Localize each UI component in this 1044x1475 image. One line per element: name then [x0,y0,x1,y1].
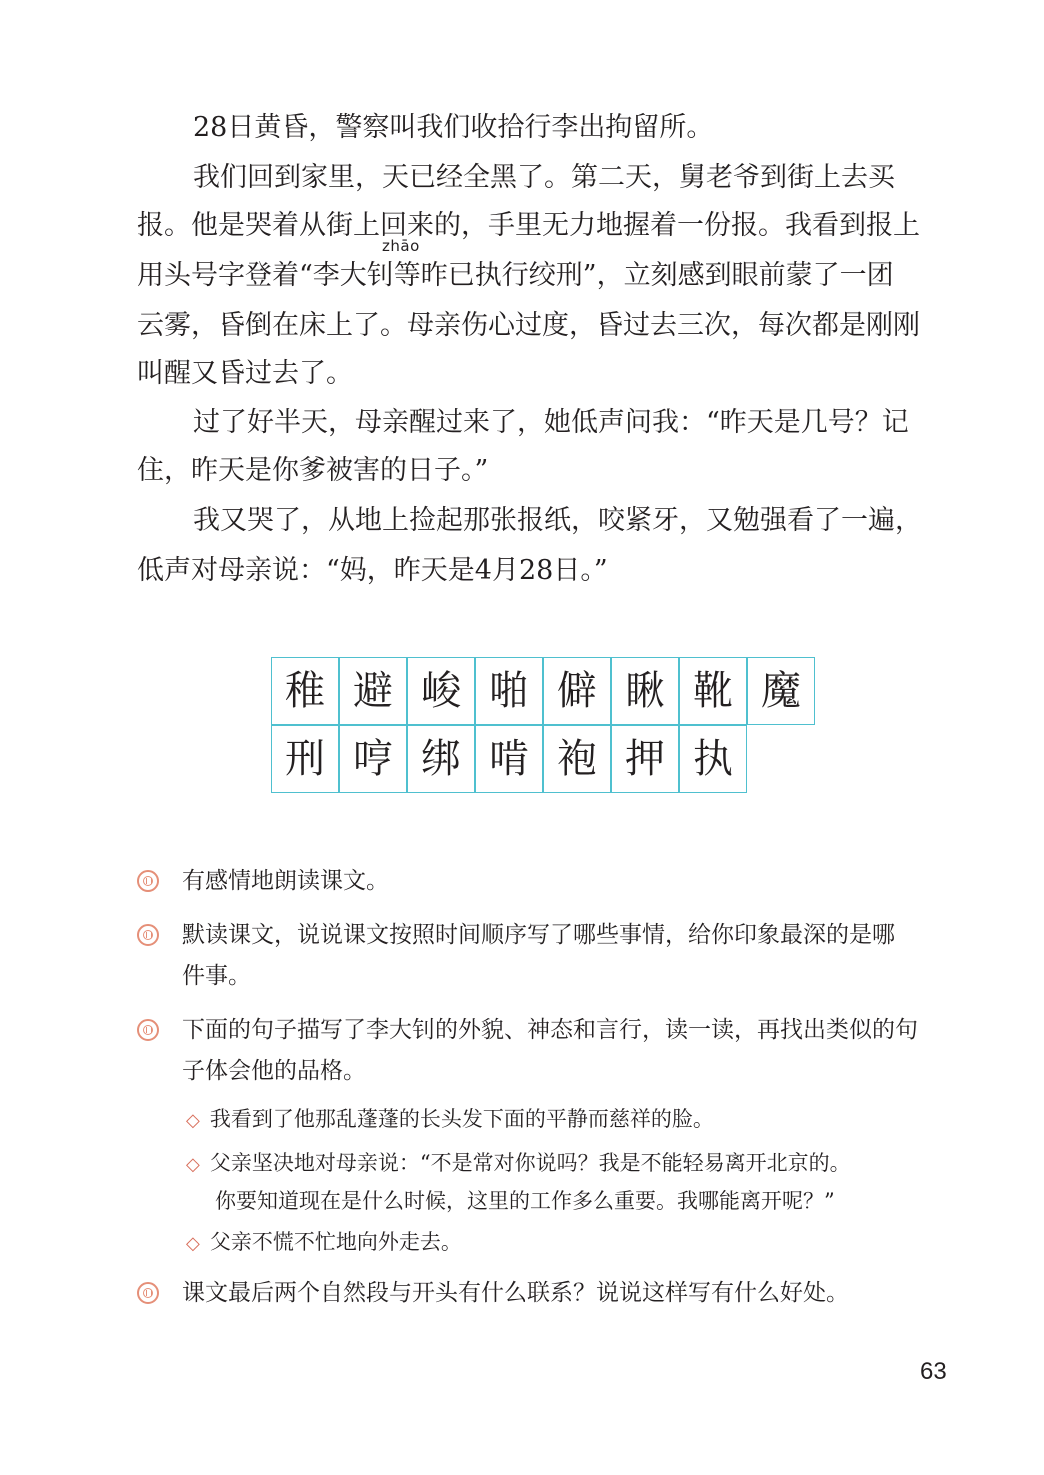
seal-icon [137,924,159,946]
grid-cell: 执 [679,725,747,793]
exercise-2-line: 件事。 [182,963,251,989]
example-sentence-2-cont: 你要知道现在是什么时候，这里的工作多么重要。我哪能离开呢？” [215,1189,835,1213]
text-line: 住，昨天是你爹被害的日子。” [137,455,489,486]
text-line: 报。他是哭着从街上回来的，手里无力地握着一份报。我看到报上 [137,210,920,241]
seal-icon [137,870,159,892]
seal-icon [137,1019,159,1041]
grid-cell: 啃 [475,725,543,793]
grid-cell: 僻 [543,657,611,725]
grid-cell: 啪 [475,657,543,725]
exercise-3-line: 子体会他的品格。 [182,1058,366,1084]
grid-cell: 避 [339,657,407,725]
diamond-bullet-icon: ◇ [186,1110,200,1131]
grid-cell: 瞅 [611,657,679,725]
text-line: 低声对母亲说：“妈，昨天是4月28日。” [137,555,608,586]
grid-cell: 峻 [407,657,475,725]
text-line: 我们回到家里，天已经全黑了。第二天，舅老爷到街上去买 [193,162,895,193]
example-sentence-2: ◇ 父亲坚决地对母亲说：“不是常对你说吗？我是不能轻易离开北京的。 [186,1151,851,1175]
seal-icon [137,1282,159,1304]
grid-cell: 刑 [271,725,339,793]
page-number: 63 [920,1358,947,1385]
text-line: 用头号字登着“李大钊等昨已执行绞刑”，立刻感到眼前蒙了一团 [137,260,894,291]
exercise-3-line: 下面的句子描写了李大钊的外貌、神态和言行，读一读，再找出类似的句 [182,1017,918,1043]
exercise-4: 课文最后两个自然段与开头有什么联系？说说这样写有什么好处。 [182,1280,849,1306]
text-line: 叫醒又昏过去了。 [137,358,353,389]
exercise-1: 有感情地朗读课文。 [182,868,389,894]
text-line: 28日黄昏，警察叫我们收拾行李出拘留所。 [193,112,714,143]
text-line: 过了好半天，母亲醒过来了，她低声问我：“昨天是几号？记 [193,407,909,438]
grid-cell: 稚 [271,657,339,725]
grid-cell: 袍 [543,725,611,793]
grid-cell: 靴 [679,657,747,725]
diamond-bullet-icon: ◇ [186,1233,200,1254]
grid-cell: 押 [611,725,679,793]
example-sentence-3: ◇ 父亲不慌不忙地向外走去。 [186,1230,462,1254]
grid-cell: 哼 [339,725,407,793]
exercise-2-line: 默读课文，说说课文按照时间顺序写了哪些事情，给你印象最深的是哪 [182,922,895,948]
pinyin-annotation: zhāo [382,237,420,255]
example-sentence-1: ◇ 我看到了他那乱蓬蓬的长头发下面的平静而慈祥的脸。 [186,1107,714,1131]
text-line: 我又哭了，从地上捡起那张报纸，咬紧牙，又勉强看了一遍， [193,505,922,536]
grid-cell: 绑 [407,725,475,793]
text-line: 云雾，昏倒在床上了。母亲伤心过度，昏过去三次，每次都是刚刚 [137,310,920,341]
grid-cell: 魔 [747,657,815,725]
diamond-bullet-icon: ◇ [186,1154,200,1175]
